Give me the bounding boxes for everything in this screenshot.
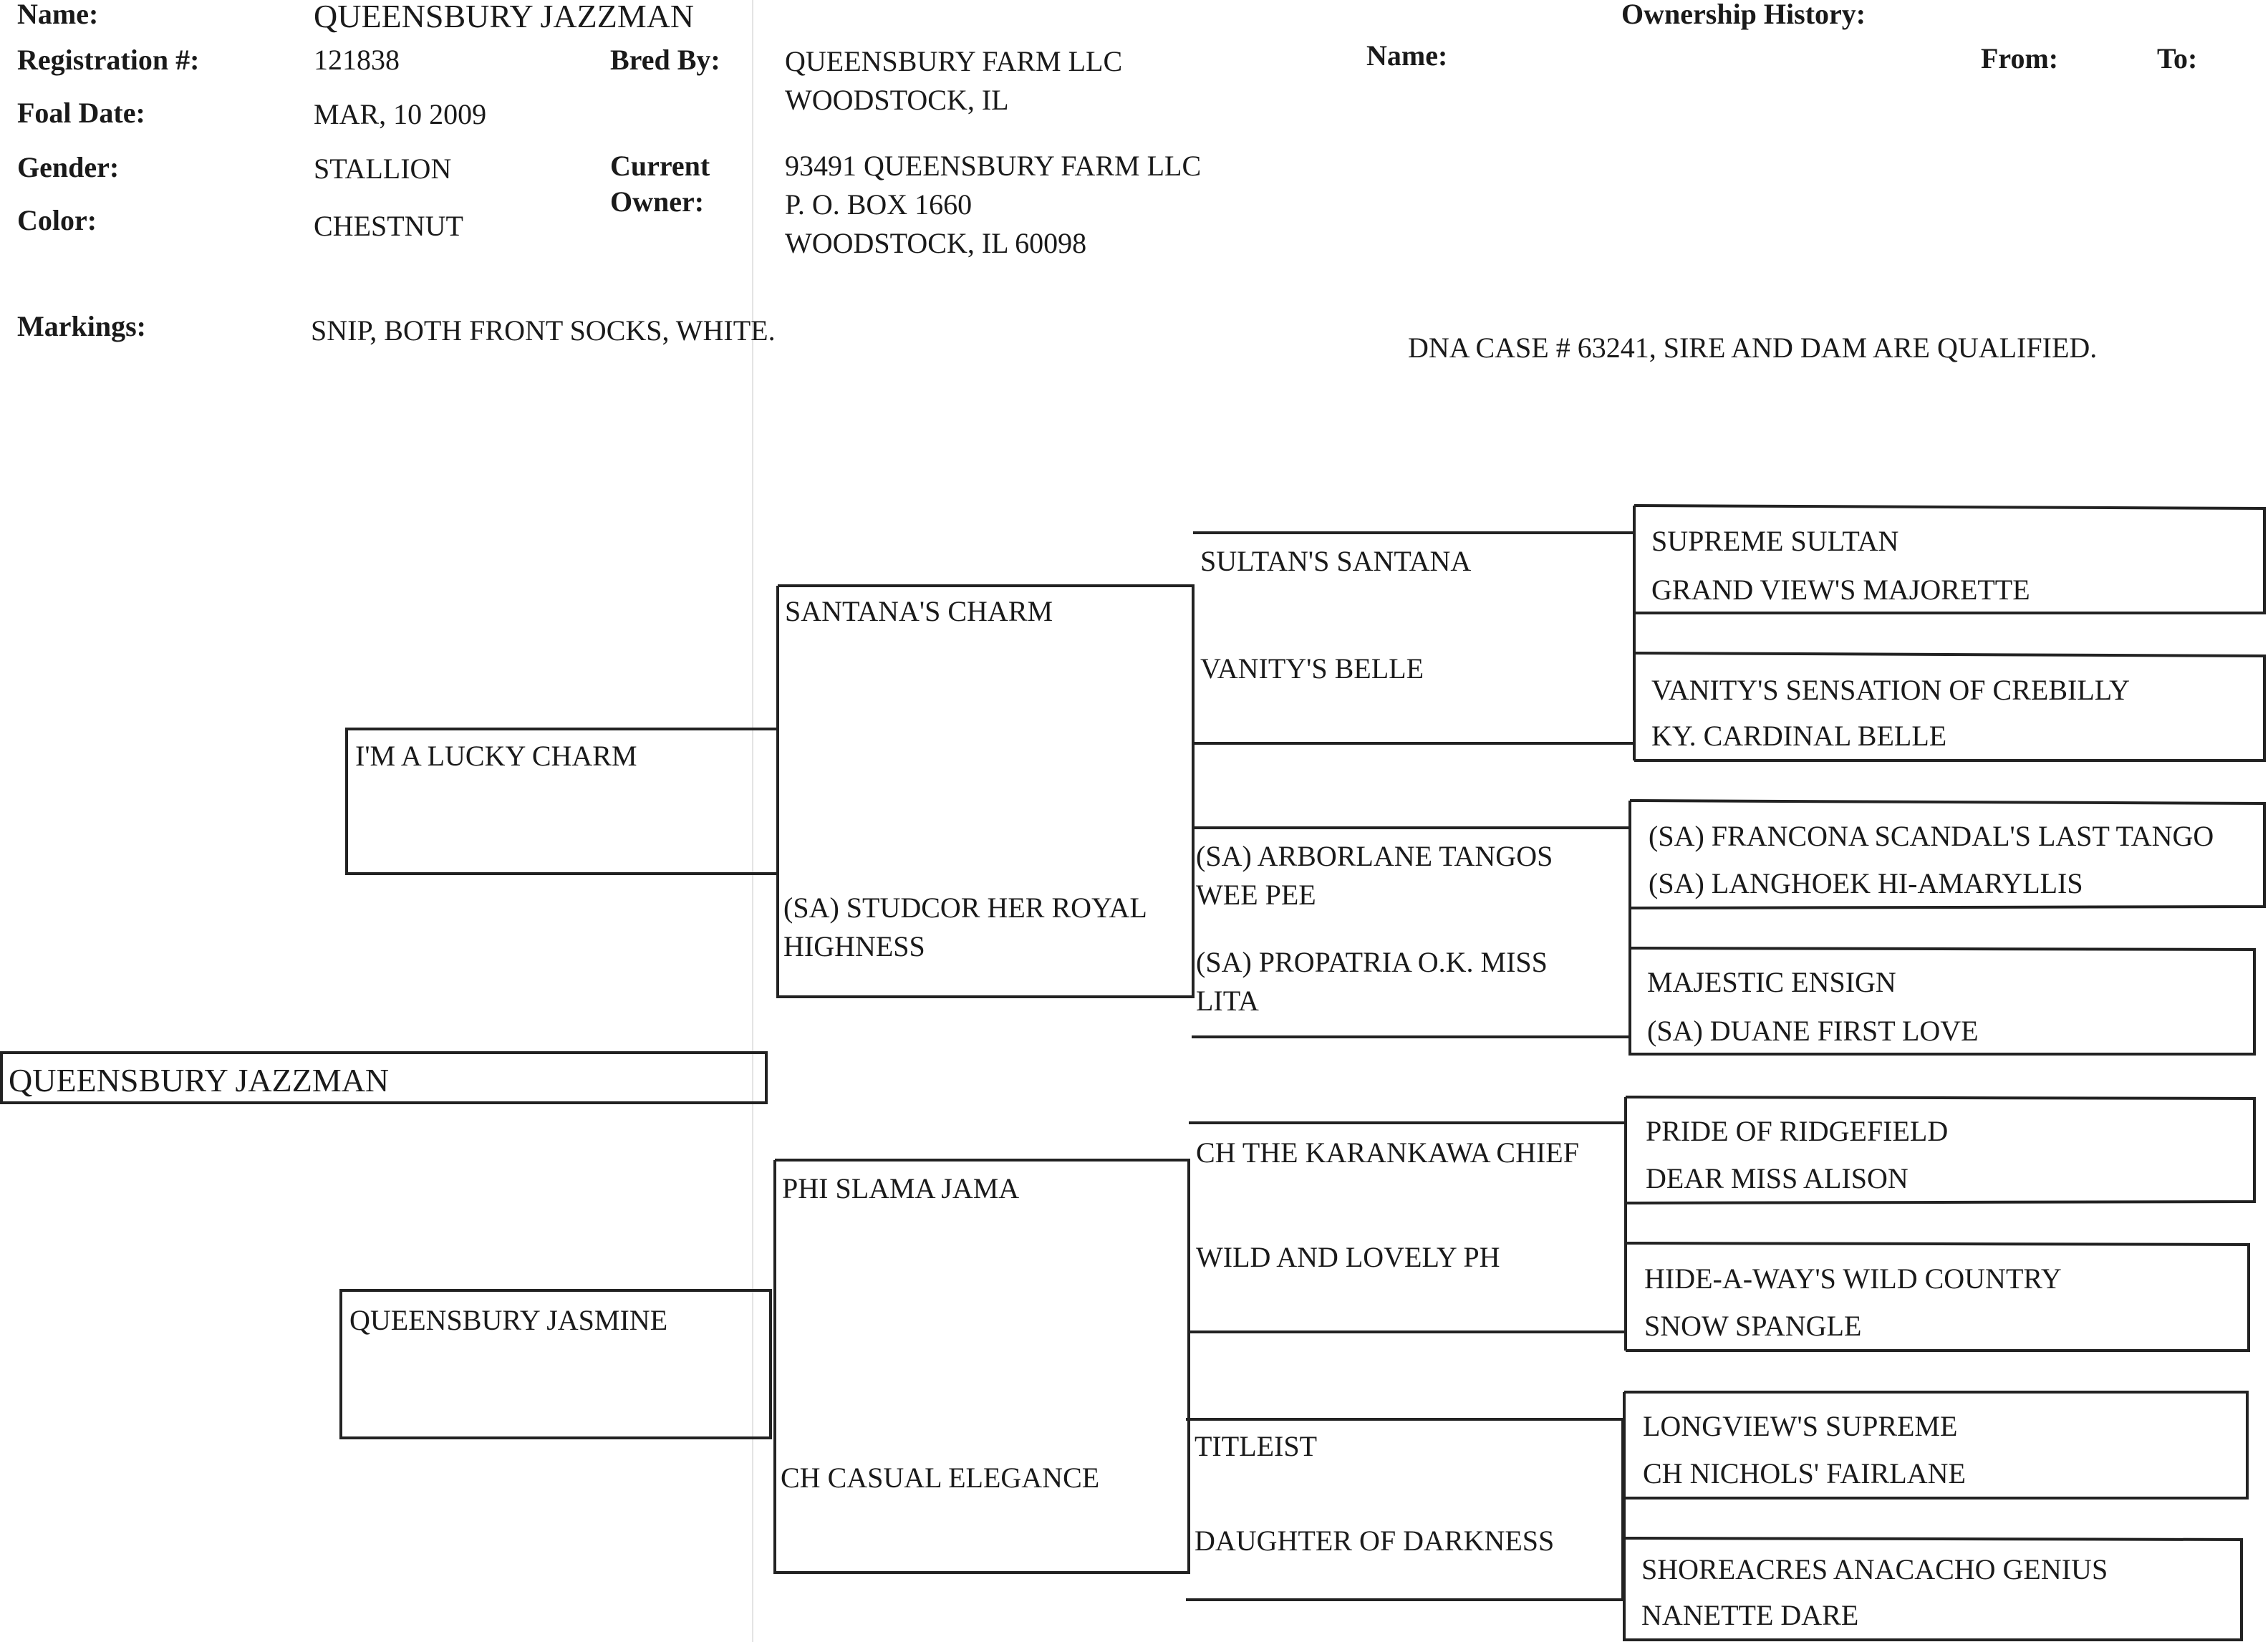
dam-gen2-bracket — [775, 1160, 1189, 1573]
bred-by-line2: WOODSTOCK, IL — [785, 84, 1009, 116]
gen4-name-13: LONGVIEW'S SUPREME — [1643, 1410, 1958, 1442]
bred-by-line1: QUEENSBURY FARM LLC — [785, 45, 1123, 77]
gen3-name-7: TITLEIST — [1195, 1430, 1318, 1462]
gen4-name-10: DEAR MISS ALISON — [1646, 1162, 1909, 1194]
ownership-from-label: From: — [1981, 42, 2059, 74]
current-owner-label-line1: Current — [610, 150, 710, 182]
gen4-name-12: SNOW SPANGLE — [1644, 1310, 1862, 1342]
dna-case-note: DNA CASE # 63241, SIRE AND DAM ARE QUALIFIED. — [1408, 332, 2098, 364]
bred-by-label: Bred By: — [610, 44, 720, 76]
gen4-name-9: PRIDE OF RIDGEFIELD — [1646, 1115, 1949, 1147]
foal-date-value: MAR, 10 2009 — [314, 98, 487, 130]
dam-name: QUEENSBURY JASMINE — [349, 1304, 668, 1336]
gender-label: Gender: — [17, 151, 120, 183]
registration-value: 121838 — [314, 44, 400, 76]
gen4-name-8: (SA) DUANE FIRST LOVE — [1647, 1015, 1979, 1047]
gen4-name-1: SUPREME SULTAN — [1651, 525, 1899, 557]
gen4-name-5: (SA) FRANCONA SCANDAL'S LAST TANGO — [1649, 820, 2214, 852]
gen3-name-5: CH THE KARANKAWA CHIEF — [1196, 1136, 1579, 1169]
sire-sire-name: SANTANA'S CHARM — [785, 595, 1053, 627]
subject-name: QUEENSBURY JAZZMAN — [9, 1062, 390, 1098]
gen4-name-7: MAJESTIC ENSIGN — [1647, 966, 1896, 998]
gen4-name-4: KY. CARDINAL BELLE — [1651, 720, 1947, 752]
gen4-name-11: HIDE-A-WAY'S WILD COUNTRY — [1644, 1262, 2062, 1295]
gen4-name-3: VANITY'S SENSATION OF CREBILLY — [1651, 674, 2131, 706]
ownership-history-title: Ownership History: — [1621, 0, 1866, 30]
gen4-name-15: SHOREACRES ANACACHO GENIUS — [1641, 1553, 2108, 1585]
gen3-name-1: SULTAN'S SANTANA — [1200, 545, 1472, 577]
sire-name: I'M A LUCKY CHARM — [355, 740, 637, 772]
sire-dam-name-line1: (SA) STUDCOR HER ROYAL — [783, 892, 1147, 924]
horse-name-value: QUEENSBURY JAZZMAN — [314, 0, 695, 34]
current-owner-label-line2: Owner: — [610, 185, 705, 218]
markings-value: SNIP, BOTH FRONT SOCKS, WHITE. — [311, 314, 776, 347]
gen4-name-2: GRAND VIEW'S MAJORETTE — [1651, 574, 2030, 606]
gen4-name-16: NANETTE DARE — [1641, 1599, 1859, 1631]
owner-line1: 93491 QUEENSBURY FARM LLC — [785, 150, 1202, 182]
gen4-name-14: CH NICHOLS' FAIRLANE — [1643, 1457, 1966, 1489]
markings-label: Markings: — [17, 310, 146, 342]
owner-line2: P. O. BOX 1660 — [785, 188, 973, 221]
registration-label: Registration #: — [17, 44, 200, 76]
gen3-name-2: VANITY'S BELLE — [1200, 652, 1424, 685]
gen3-name-8: DAUGHTER OF DARKNESS — [1195, 1525, 1555, 1557]
owner-line3: WOODSTOCK, IL 60098 — [785, 227, 1087, 259]
color-label: Color: — [17, 204, 97, 236]
ownership-name-label: Name: — [1366, 39, 1448, 72]
gen3-name-4-line1: (SA) PROPATRIA O.K. MISS — [1196, 946, 1548, 978]
ownership-to-label: To: — [2157, 42, 2198, 74]
gen4-name-6: (SA) LANGHOEK HI-AMARYLLIS — [1649, 867, 2083, 899]
dam-dam-name: CH CASUAL ELEGANCE — [781, 1462, 1100, 1494]
name-label: Name: — [17, 0, 99, 30]
gen3-name-6: WILD AND LOVELY PH — [1196, 1241, 1500, 1273]
gen3-name-3-line1: (SA) ARBORLANE TANGOS — [1196, 840, 1553, 872]
gender-value: STALLION — [314, 153, 452, 185]
dam-sire-name: PHI SLAMA JAMA — [782, 1172, 1020, 1204]
color-value: CHESTNUT — [314, 210, 463, 242]
sire-dam-name-line2: HIGHNESS — [783, 930, 925, 962]
gen3-name-3-line2: WEE PEE — [1196, 879, 1316, 911]
gen3-name-4-line2: LITA — [1196, 985, 1259, 1017]
foal-date-label: Foal Date: — [17, 97, 145, 129]
